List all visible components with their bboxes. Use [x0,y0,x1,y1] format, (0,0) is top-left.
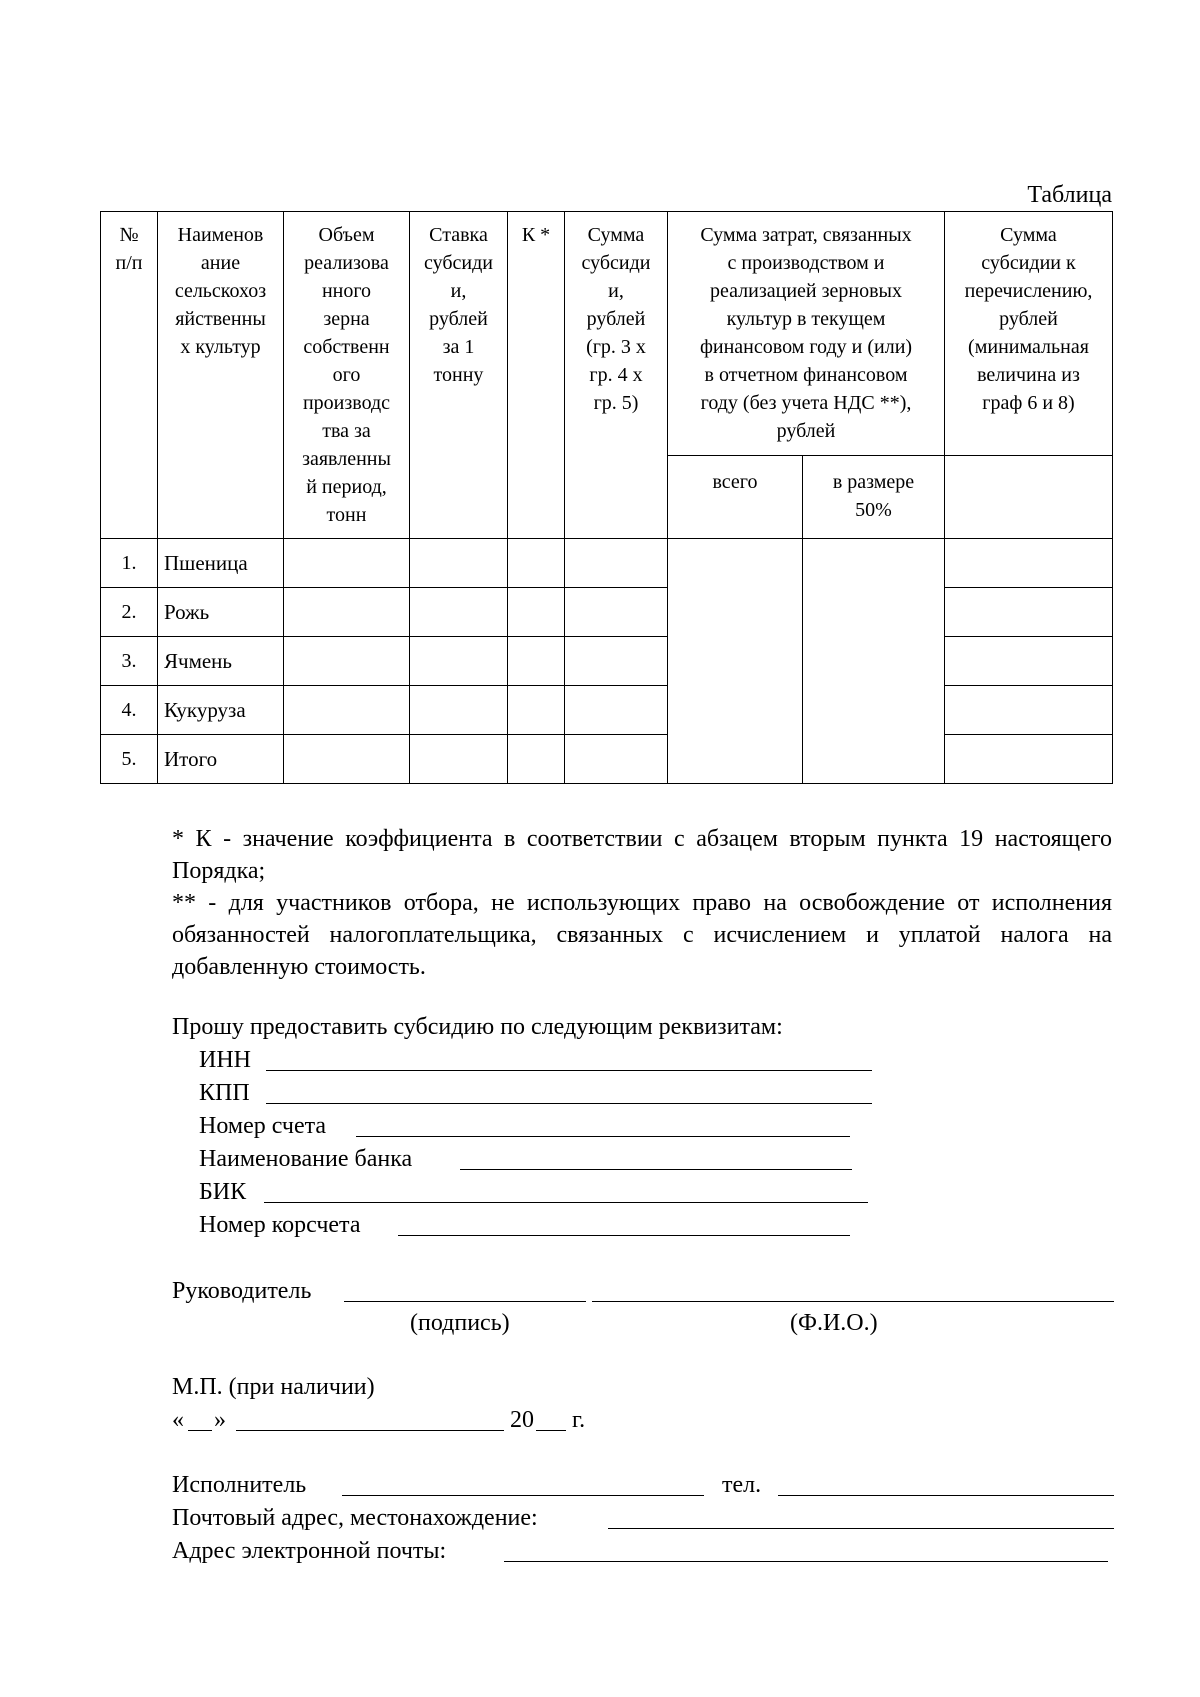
cell-k[interactable] [508,588,565,637]
account-field[interactable] [356,1136,850,1137]
table-row [101,637,1113,686]
name-caption: (Ф.И.О.) [790,1310,878,1336]
table-row [101,686,1113,735]
row-crop-name: Итого [158,735,284,784]
table-row [101,588,1113,637]
inn-label: ИНН [199,1047,251,1073]
phone-label: тел. [722,1472,762,1498]
year-suffix: г. [572,1407,586,1433]
cell-rate[interactable] [410,686,508,735]
signature-field[interactable] [344,1301,586,1302]
row-number: 4. [101,686,158,735]
cell-rate[interactable] [410,637,508,686]
cell-rate[interactable] [410,539,508,588]
cell-costs-half[interactable] [803,539,945,784]
cell-volume[interactable] [284,539,410,588]
cell-volume[interactable] [284,686,410,735]
kpp-field[interactable] [266,1103,872,1104]
header-number: № п/п [101,212,158,539]
cell-k[interactable] [508,735,565,784]
header-costs-total: всего [668,456,803,539]
executor-label: Исполнитель [172,1472,307,1498]
postal-label: Почтовый адрес, местонахождение: [172,1505,538,1531]
cell-transfer[interactable] [945,539,1113,588]
row-number: 5. [101,735,158,784]
email-field[interactable] [504,1561,1108,1562]
cell-subsidy-sum[interactable] [565,588,668,637]
cell-k[interactable] [508,686,565,735]
header-costs: Сумма затрат, связанных с производством и реализацией зерновых культур в текущем финансовом году и (или) в отчетном финансовом году (без учета НДС **), рублей [668,212,945,456]
head-label: Руководитель [172,1278,312,1304]
requisites-intro: Прошу предоставить субсидию по следующим реквизитам: [172,1014,783,1040]
bank-field[interactable] [460,1169,852,1170]
cell-subsidy-sum[interactable] [565,539,668,588]
date-open-quote: « [172,1407,184,1433]
cell-costs-total[interactable] [668,539,803,784]
row-crop-name: Рожь [158,588,284,637]
executor-field[interactable] [342,1495,704,1496]
cell-rate[interactable] [410,588,508,637]
row-crop-name: Кукуруза [158,686,284,735]
footnotes [172,823,1112,983]
row-number: 2. [101,588,158,637]
date-day-field[interactable] [188,1430,212,1431]
cell-subsidy-sum[interactable] [565,637,668,686]
cell-transfer[interactable] [945,588,1113,637]
header-transfer-empty [945,456,1113,539]
date-close-quote: » [214,1407,226,1433]
table-caption: Таблица [1027,182,1112,208]
cell-transfer[interactable] [945,735,1113,784]
inn-field[interactable] [266,1070,872,1071]
stamp-label: М.П. (при наличии) [172,1374,375,1400]
cell-volume[interactable] [284,735,410,784]
footnote-vat: ** - для участников отбора, не использующих право на освобождение от исполнения обязанностей налогоплательщика, связанных с исчислением и уплатой налога на добавленную стоимость. [172,890,1112,980]
cell-k[interactable] [508,637,565,686]
date-year-field[interactable] [536,1430,566,1431]
kpp-label: КПП [199,1080,250,1106]
header-subsidy-sum: Сумма субсиди и, рублей (гр. 3 х гр. 4 х гр. 5) [565,212,668,539]
cell-subsidy-sum[interactable] [565,735,668,784]
subsidy-table [100,211,1113,784]
cell-subsidy-sum[interactable] [565,686,668,735]
row-crop-name: Пшеница [158,539,284,588]
corr-account-label: Номер корсчета [199,1212,361,1238]
footnote-k: * К - значение коэффициента в соответствии с абзацем вторым пункта 19 настоящего Порядка; [172,826,1112,884]
table-row [101,539,1113,588]
cell-volume[interactable] [284,637,410,686]
email-label: Адрес электронной почты: [172,1538,447,1564]
postal-field[interactable] [608,1528,1114,1529]
phone-field[interactable] [778,1495,1114,1496]
corr-account-field[interactable] [398,1235,850,1236]
header-crop-name: Наименов ание сельскохоз яйственны х культур [158,212,284,539]
cell-volume[interactable] [284,588,410,637]
head-name-field[interactable] [592,1301,1114,1302]
row-crop-name: Ячмень [158,637,284,686]
account-label: Номер счета [199,1113,327,1139]
header-k: К * [508,212,565,539]
cell-rate[interactable] [410,735,508,784]
header-rate: Ставка субсиди и, рублей за 1 тонну [410,212,508,539]
row-number: 3. [101,637,158,686]
cell-transfer[interactable] [945,686,1113,735]
cell-transfer[interactable] [945,637,1113,686]
bik-label: БИК [199,1179,247,1205]
header-transfer: Сумма субсидии к перечислению, рублей (минимальная величина из граф 6 и 8) [945,212,1113,456]
cell-k[interactable] [508,539,565,588]
year-prefix: 20 [510,1407,534,1433]
row-number: 1. [101,539,158,588]
bik-field[interactable] [264,1202,868,1203]
signature-caption: (подпись) [410,1310,510,1336]
header-volume: Объем реализова нного зерна собственн ого производс тва за заявленны й период, тонн [284,212,410,539]
date-month-field[interactable] [236,1430,504,1431]
bank-label: Наименование банка [199,1146,413,1172]
table-row [101,735,1113,784]
header-costs-half: в размере 50% [803,456,945,539]
